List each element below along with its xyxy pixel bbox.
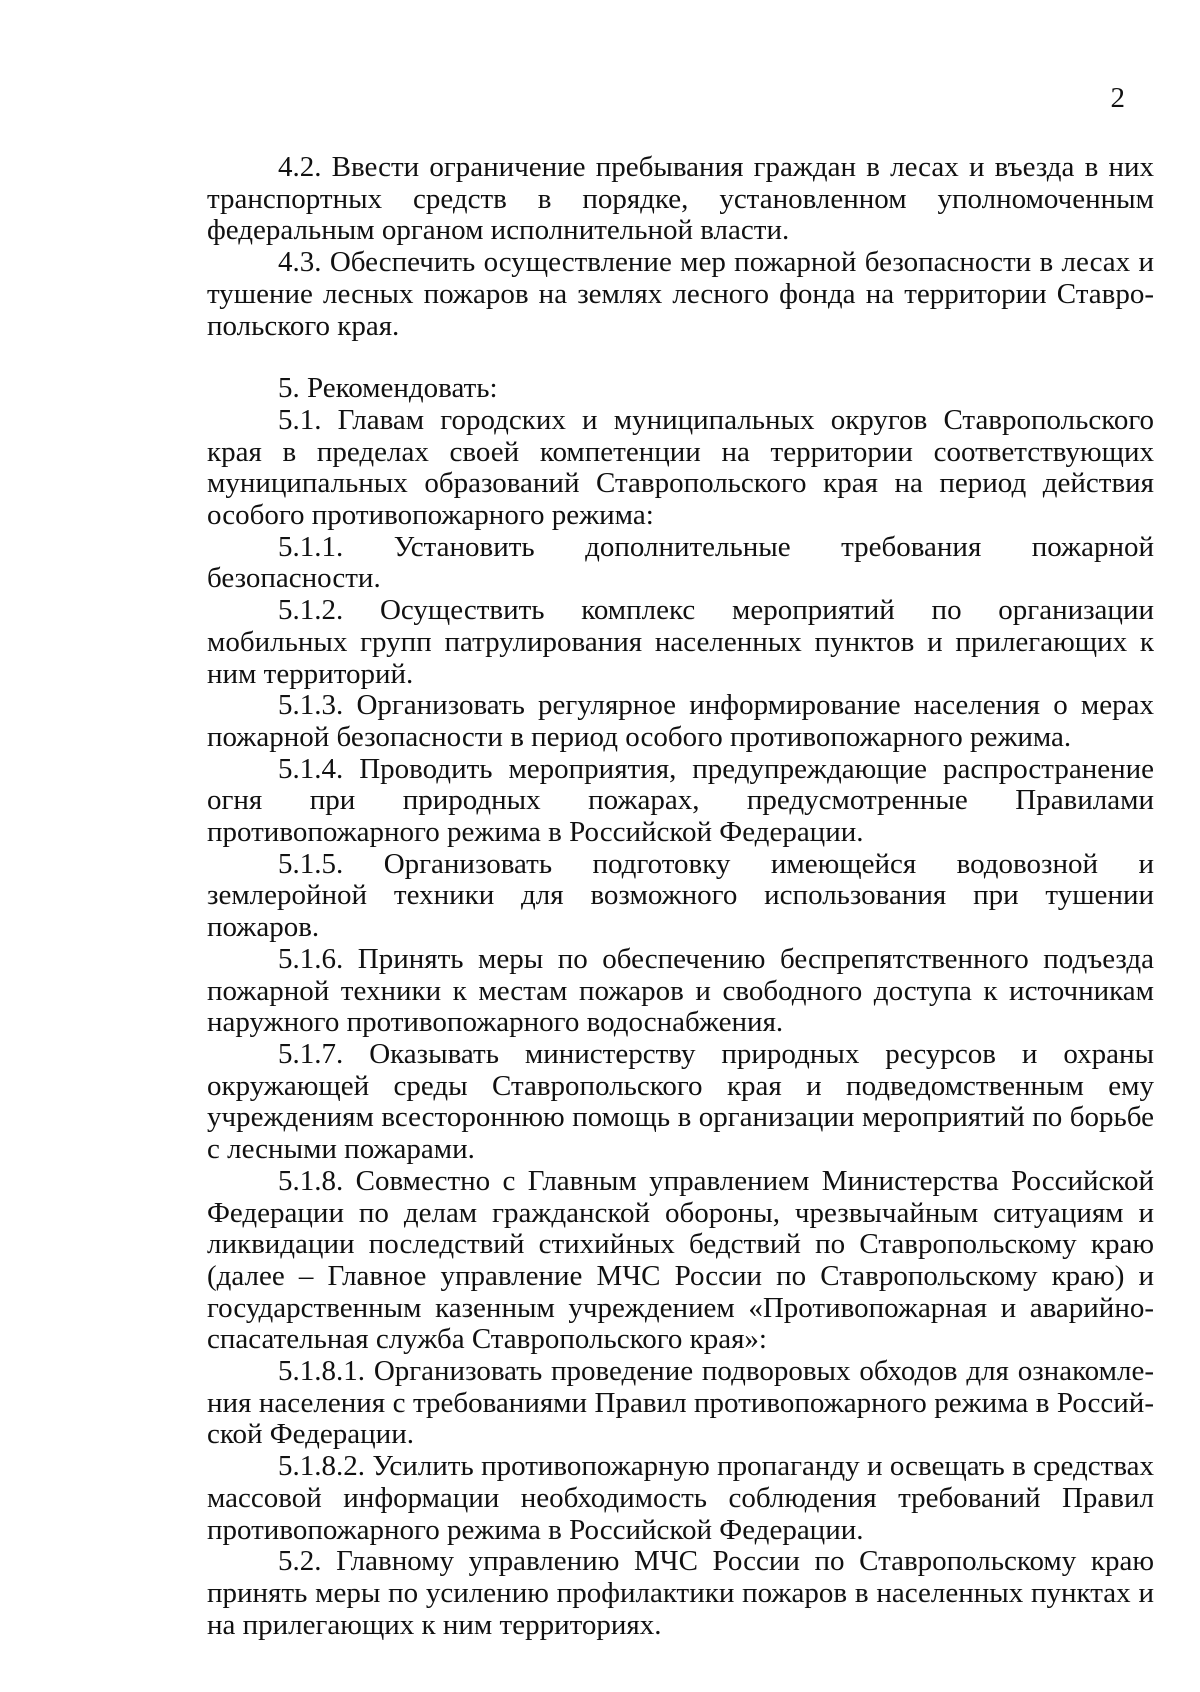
page-number: 2 (1110, 82, 1125, 114)
paragraph-5-1-8-2: 5.1.8.2. Усилить противопожарную пропаганду и освещать в средствах массовой информации необходимость соблюдения требований Правил противопожарного режима в Российской Федерации. (207, 1450, 1154, 1546)
paragraph-5-1-4: 5.1.4. Проводить мероприятия, предупреждающие распространение огня при природных пожарах, предусмотренные Правилами противопожарного режима в Российской Федерации. (207, 752, 1154, 849)
paragraph-5-1-5: 5.1.5. Организовать подготовку имеющейся водовозной и землеройной техники для возможного использования при тушении пожаров. (207, 847, 1154, 944)
paragraph-5-1-3: 5.1.3. Организовать регулярное информирование населения о мерах пожарной безопасности в период особого противопожарного режима. (207, 689, 1154, 753)
paragraph-4-2: 4.2. Ввести ограничение пребывания граждан в лесах и въезда в них транспортных средств в порядке, установленном уполномоченным федеральным органом исполнительной власти. (207, 151, 1154, 247)
paragraph-5-heading: 5. Рекомендовать: (278, 372, 498, 405)
paragraph-5-1-1: 5.1.1. Установить дополнительные требования пожарной безопасности. (207, 530, 1154, 595)
paragraph-4-3: 4.3. Обеспечить осуществление мер пожарной безопасности в лесах и тушение лесных пожаров на землях лесного фонда на территории Ставропольского края. (207, 246, 1154, 342)
paragraph-5-2: 5.2. Главному управлению МЧС России по Ставропольскому краю принять меры по усилению профилактики пожаров в населенных пунктах и на прилегающих к ним территориях. (207, 1545, 1154, 1641)
paragraph-5-1-8-1: 5.1.8.1. Организовать проведение подворовых обходов для ознакомления населения с требованиями Правил противопожарного режима в Российской Федерации. (207, 1355, 1154, 1451)
document-body (207, 152, 1154, 1641)
paragraph-5-1-6: 5.1.6. Принять меры по обеспечению беспрепятственного подъезда пожарной техники к местам пожаров и свободного доступа к источникам наружного противопожарного водоснабжения. (207, 942, 1154, 1039)
paragraph-5-1: 5.1. Главам городских и муниципальных округов Ставропольского края в пределах своей компетенции на территории соответствующих муниципальных образований Ставропольского края на период действия особого противопожарного режима: (207, 403, 1154, 532)
section-spacer (207, 342, 1154, 373)
paragraph-5-1-2: 5.1.2. Осуществить комплекс мероприятий по организации мобильных групп патрулирования населенных пунктов и прилегающих к ним территорий. (207, 594, 1154, 690)
paragraph-5-1-7: 5.1.7. Оказывать министерству природных ресурсов и охраны окружающей среды Ставропольского края и подведомственным ему учреждениям всестороннюю помощь в организации мероприятий по борьбе с лесными пожарами. (207, 1037, 1154, 1166)
paragraph-5-1-8: 5.1.8. Совместно с Главным управлением Министерства Российской Федерации по делам гражданской обороны, чрезвычайным ситуациям и ликвидации последствий стихийных бедствий по Ставропольскому краю (далее – Главное управление МЧС России по Ставропольскому краю) и государственным казенным учреждением «Противопожарная и аварийно-спасательная служба Ставропольского края»: (207, 1164, 1154, 1356)
